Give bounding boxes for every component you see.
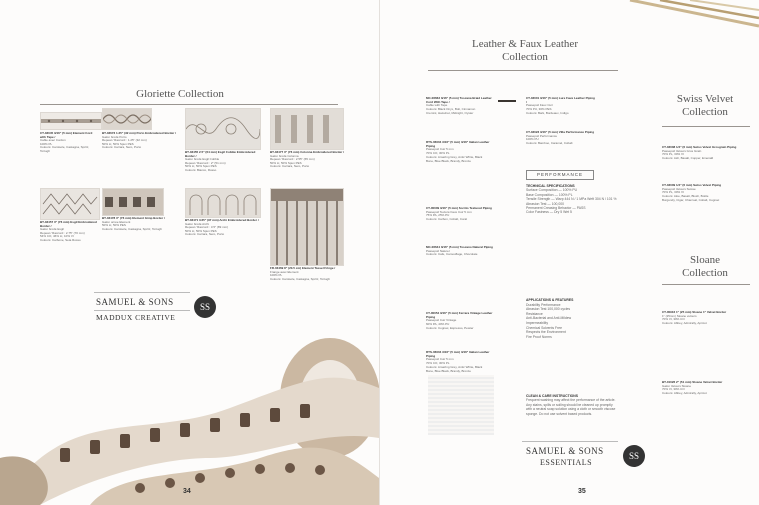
clean-care: CLEAN & CARE INSTRUCTIONS Frequent washing may affect the performance of the article. Any stains, spills or soiling should be cleaned up promptly with a neutral soap solution using a cloth or smooth viscose sponge. Do not use solvent based products. — [526, 394, 616, 416]
leather-item-6: RTS-06004 3/16" (5 mm) 3/16" Italian Leather Piping Passepoil Cuir 5 mm 70% CO, 30% PL Colours: Amazing Grey, Antic White, Black Bone, Blue Black, Brandy, Bronze — [426, 350, 490, 373]
caption-esgil: BT-03457 3" (76 mm) Esgil Embroidered Border / Galon brodé Esgil Repeat / Raccord : 2.75" (70 mm) 54% CO, 46% LI, 10% VI Colours: Carbone, Seta Rosso — [40, 220, 97, 242]
swatch-element-gimp — [102, 188, 164, 216]
essentials-rule-top — [522, 441, 618, 442]
swatch-esgil — [40, 188, 100, 220]
brand-maddux-creative: MADDUX CREATIVE — [96, 313, 176, 322]
leather-item-4: MC-06644 3/16" (5 mm) Toscano Natural Piping Passepoil Naturel Colours: Cafe, Camouflage, Chocolate — [426, 245, 493, 257]
leather-title: Leather & Faux Leather Collection — [472, 38, 578, 63]
leather-rule — [428, 70, 618, 71]
gloriette-title: Gloriette Collection — [136, 88, 224, 100]
page-number-right: 35 — [578, 488, 586, 495]
leather-color-list — [428, 375, 494, 435]
sloane-item-1: CT-00916 1" (25 mm) Sloane 1" Velvet Border 1" (25mm) Sloane velours 70% VI, 30% CO Colours: Abbey, Admiralty, Apricot — [662, 310, 727, 326]
swatch-archi — [185, 188, 261, 218]
caption-esgil-cobble: BT-03455 2.5" (64 mm) Esgil Cobble Embroidered Border / Galon brodé Esgil Cobble Repeat / Raccord : 2" (51 mm) 50% LI, 50% Spun PES Colours: Bianco, Rosso — [185, 150, 256, 172]
title-rule — [40, 104, 338, 105]
swatch-esgil-cobble — [185, 108, 261, 150]
ss-monogram-right-icon: SS — [623, 445, 645, 467]
swiss-item-1: CT-03008 1/4" (6 mm) Swiss Velvet Grosgrain Piping Passepoil Velours Gros Grain 70% PL, 30% VI Colours: Ash, Basalt, Copper, Emerald — [662, 145, 737, 161]
leather-item-3: CT-00009 3/16" (5 mm) Sorrito Textured Piping Passepoil Texturé Faux Cuir 5 mm 75% PA, 25% PU Colours: Carbon, Cobalt, Coral — [426, 206, 492, 222]
caption-colonna: BT-03477 3" (76 mm) Colonna Embroidered Border / Galon brodé Colonna Repeat / Raccord : 2.55" (65 mm) 50% LI, 50% Spun PES Colours: Carrara, Nero, Porto — [270, 150, 344, 169]
swiss-velvet-title: Swiss Velvet Collection — [676, 93, 734, 118]
brand-rule-top — [94, 292, 190, 293]
leather-item-5: CT-00054 3/16" (5 mm) Ferrara Vintage Leather Piping Passepoil Cuir Vintage 60% PA, 40% PU Colours: Cognac, Espresso, Pewter — [426, 311, 493, 330]
caption-element-cord: CT-03045 3/16" (5 mm) Element Cord with Tape / Cable avec Cordon 100% PL Colours: Camisole, Castagna, Spritz, Tortugh — [40, 131, 93, 153]
leather-item-2: RTS-06004 3/16" (5 mm) 3/16" Italian Leather Piping Passepoil Cuir 5 mm 70% CO, 30% PL Colours: Amazing Grey, Antic White, Black Bone, Blue Black, Brandy, Bronze — [426, 140, 490, 163]
brand-samuel-sons-left: SAMUEL & SONS — [96, 297, 174, 307]
caption-porto: BT-03673 1.25" (32 mm) Porto Embroidered Border / Galon brodé Porto Repeat / Raccord : 1.25" (32 mm) 50% LI, 50% Spun PES Colours: Carrara, Nero, Porto — [102, 131, 176, 150]
swiss-rule — [662, 126, 750, 127]
brand-essentials: ESSENTIALS — [540, 458, 593, 467]
piping-photo-corner — [620, 0, 759, 30]
swiss-item-2: CT-03009 1/4" (6 mm) Swiss Velvet Piping Passepoil Velours Suisse 70% PL, 30% VI Colours: Aloe, Basalt, Blush, Bottle Burgundy, Cigar, Charcoal, Cobalt, Cognac — [662, 183, 722, 202]
sloane-rule — [662, 284, 750, 285]
sloane-title: Sloane Collection — [682, 254, 728, 279]
brand-rule-bottom — [94, 310, 190, 311]
right-page — [380, 0, 759, 505]
performance-badge: PERFORMANCE — [526, 170, 594, 180]
swatch-element-cord — [40, 112, 102, 130]
swatch-tassel-fringe — [270, 188, 344, 266]
page-number-left: 34 — [183, 488, 191, 495]
leather-item-8: CT-03023 3/16" (5 mm) Villa Performance Piping Passepoil Performance 100% PU Colours: Bamboo, Caramel, Cobalt — [526, 130, 595, 146]
swatch-porto-border — [102, 108, 152, 130]
caption-element-gimp: BT-03478 3" (76 mm) Element Gimp Border / Galon ornée Element 50% LI, 50% PES Colours: Camisole, Castagna, Spritz, Tortugh — [102, 216, 165, 231]
applications-features: APPLICATIONS & FEATURES Durability Performance Abrasion Test 100,000 cycles Resistance Anti-Bacterial and Anti-Mildew Impermeability Chemical Solvents Free Respects the Environment Fire Proof Norms — [526, 298, 574, 339]
caption-tassel-fringe: FR-03469 8" (20.5 cm) Element Tassel Fringe / Frange avec Element 100% PL Colours: Camisole, Castagna, Spritz, Tortugh — [270, 266, 336, 281]
leather-item-1: MC-06663 3/16" (5 mm) Toscana Braid Leather Cord With Tape / Cable with Tape Colours: Black Onyx, Bolt, Cinnamon Cremini, Hazelnut, Midnight, Oyster — [426, 96, 492, 115]
ss-monogram-icon: SS — [194, 296, 216, 318]
tech-specs: TECHNICAL SPECIFICATIONS Surface Composition — 100% PU Base Composition — 100% PL Tensile Strength — Warp 444 N / 1 MPa Weft 304 N / 101 % Abrasion Test — 100,000 Permanent Creasing Behavior — PASS Color Fastness — Dry 5 Wet 5 — [526, 184, 617, 215]
product-photo-rolls — [0, 328, 379, 505]
leather-swatch-1 — [498, 100, 516, 102]
brand-samuel-sons-right: SAMUEL & SONS — [526, 446, 604, 456]
sloane-item-2: BT-01026 2" (51 mm) Sloane Velvet Border Galon Velours Sloane 70% VI, 30% CO Colours: Abbey, Admiralty, Apricot — [662, 380, 723, 396]
swatch-colonna — [270, 108, 344, 150]
caption-archi: BT-03471 3.65" (97 mm) Archi Embroidered Border / Galon brodé Archi Repeat / Raccord : 3.5" (89 mm) 50% LI, 50% Spun PES Colours: Carrara, Nero, Porto — [185, 218, 259, 237]
leather-item-7: CT-03001 3/16" (5 mm) Lure Faux Leather Piping / Passepoil Faux Cuir 70% PU, 30% PES Colours: Bark, Bordeaux, Indigo — [526, 96, 595, 115]
